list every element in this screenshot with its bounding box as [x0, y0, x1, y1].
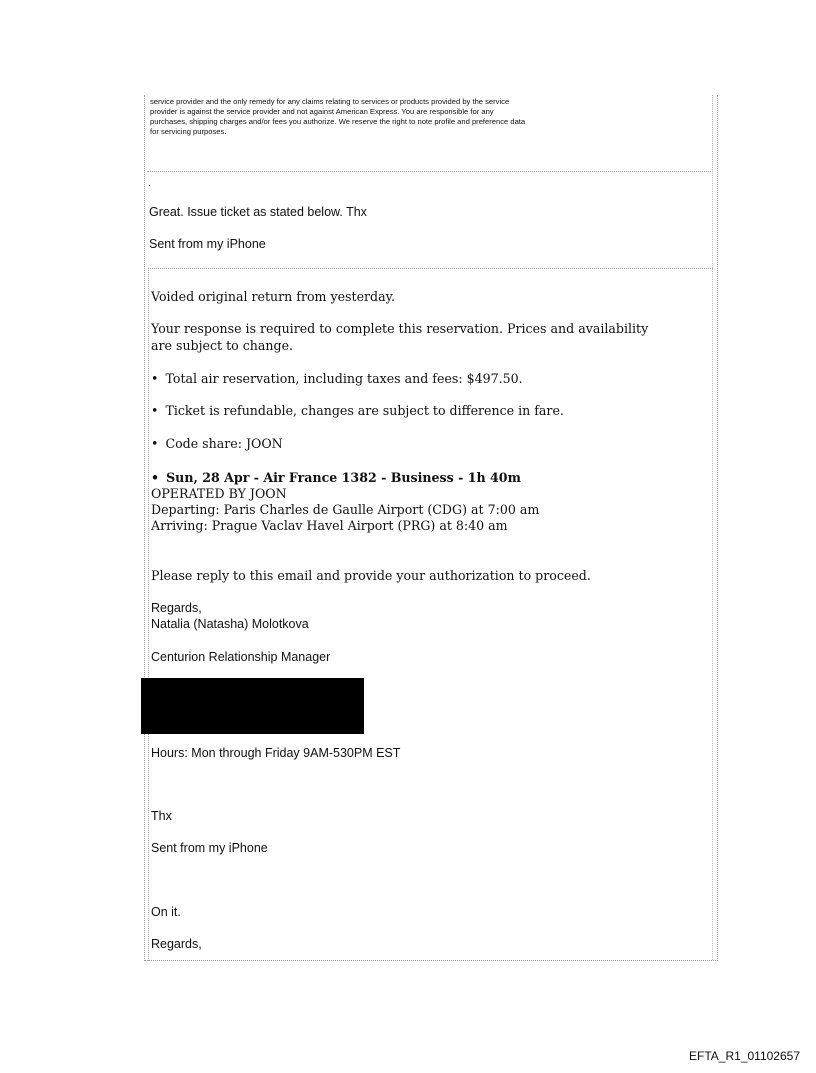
reply-body: Thx: [151, 809, 172, 823]
regards: Regards,: [151, 601, 202, 615]
bullet-refundable: • Ticket is refundable, changes are subject to difference in fare.: [151, 403, 564, 419]
operated-by: OPERATED BY JOON: [151, 486, 287, 501]
reply-signature: Sent from my iPhone: [149, 237, 266, 251]
disclaimer-line: provider is against the service provider and not against American Express. You are responsible for any: [150, 107, 494, 116]
office-hours: Hours: Mon through Friday 9AM-530PM EST: [151, 746, 401, 760]
sender-title: Centurion Relationship Manager: [151, 650, 331, 664]
bullet-total: • Total air reservation, including taxes and fees: $497.50.: [151, 371, 523, 387]
bullet-codeshare: • Code share: JOON: [151, 436, 283, 452]
response-line: are subject to change.: [151, 338, 294, 353]
separator-dot: .: [148, 178, 151, 188]
disclaimer-line: for servicing purposes.: [150, 127, 227, 136]
voided-note: Voided original return from yesterday.: [151, 289, 396, 304]
reply-body: On it.: [151, 905, 181, 919]
sender-name: Natalia (Natasha) Molotkova: [151, 617, 309, 631]
document-id: EFTA_R1_01102657: [689, 1049, 800, 1063]
reply-request: Please reply to this email and provide your authorization to proceed.: [151, 568, 591, 583]
arriving-line: Arriving: Prague Vaclav Havel Airport (PRG) at 8:40 am: [151, 518, 508, 533]
regards: Regards,: [151, 937, 202, 951]
disclaimer-line: purchases, shipping charges and/or fees you authorize. We reserve the right to note profile and preference data: [150, 117, 526, 126]
departing-line: Departing: Paris Charles de Gaulle Airport (CDG) at 7:00 am: [151, 502, 540, 517]
reply-signature: Sent from my iPhone: [151, 841, 268, 855]
reply-body: Great. Issue ticket as stated below. Thx: [149, 205, 367, 219]
redaction-block: [141, 678, 364, 734]
response-line: Your response is required to complete this reservation. Prices and availability: [151, 321, 649, 336]
disclaimer-text: [150, 97, 650, 137]
disclaimer-line: service provider and the only remedy for any claims relating to services or products provided by the service: [150, 97, 510, 106]
flight-heading: • Sun, 28 Apr - Air France 1382 - Business - 1h 40m: [151, 470, 521, 486]
